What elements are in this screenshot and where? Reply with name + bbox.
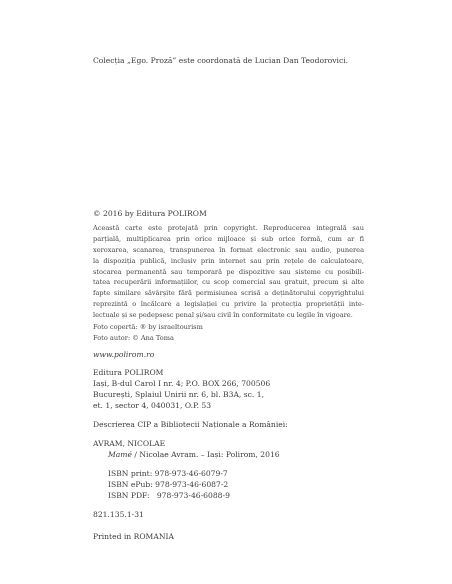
cip-title: Mamé bbox=[108, 450, 132, 459]
isbn-epub: ISBN ePub: 978-973-46-6087-2 bbox=[108, 480, 229, 489]
publisher-address-line: Iași, B-dul Carol I nr. 4; P.O. BOX 266, 700506 bbox=[93, 379, 271, 388]
rights-line: tatea recuperării informațiilor, cu scop comercial sau gratuit, precum și alte bbox=[93, 278, 364, 287]
rights-line: reprezintă o încălcare a legislației cu privire la protecția proprietății inte- bbox=[93, 300, 364, 309]
publisher-address-line: et. 1, sector 4, 040031, O.P. 53 bbox=[93, 401, 212, 410]
publisher-address-line: București, Splaiul Unirii nr. 6, bl. B3A, sc. 1, bbox=[93, 390, 264, 399]
author-photo-credit: Foto autor: © Ana Toma bbox=[93, 334, 174, 342]
rights-line: lectuale și se pedepsesc penal și/sau civil în conformitate cu legile în vigoare. bbox=[93, 311, 353, 320]
printed-in: Printed in ROMANIA bbox=[93, 532, 174, 541]
rights-notice bbox=[93, 223, 364, 321]
publisher-name: Editura POLIROM bbox=[93, 368, 164, 377]
cip-heading: Descrierea CIP a Bibliotecii Naționale a României: bbox=[93, 420, 288, 429]
cip-title-rest: / Nicolae Avram. – Iași: Polirom, 2016 bbox=[132, 450, 280, 459]
colophon-page bbox=[93, 0, 383, 584]
rights-line: fapte similare săvârșite fără permisiunea scrisă a deținătorului copyrightului bbox=[93, 289, 364, 298]
cover-photo-credit: Foto copertă: ® by israeltourism bbox=[93, 323, 203, 331]
cip-author: AVRAM, NICOLAE bbox=[93, 439, 166, 448]
rights-line: parțială, multiplicarea prin orice mijloace și sub orice formă, cum ar fi bbox=[93, 234, 364, 243]
series-note: Colecția „Ego. Proză” este coordonată de Lucian Dan Teodorovici. bbox=[93, 56, 349, 65]
copyright-line: © 2016 by Editura POLIROM bbox=[93, 209, 207, 218]
rights-line: la dispoziția publică, inclusiv prin internet sau prin rețele de calculatoare, bbox=[93, 256, 364, 265]
rights-line: xeroxarea, scanarea, transpunerea în format electronic sau audio, punerea bbox=[93, 245, 364, 254]
rights-line: stocarea permanentă sau temporară pe dispozitive sau sisteme cu posibili- bbox=[93, 267, 364, 276]
publisher-website: www.polirom.ro bbox=[93, 350, 155, 359]
cip-title-line bbox=[108, 450, 280, 460]
isbn-pdf: ISBN PDF: 978-973-46-6088-9 bbox=[108, 491, 230, 500]
classification-code: 821.135.1-31 bbox=[93, 510, 144, 519]
rights-line: Această carte este protejată prin copyright. Reproducerea integrală sau bbox=[93, 224, 364, 232]
isbn-print: ISBN print: 978-973-46-6079-7 bbox=[108, 469, 228, 478]
